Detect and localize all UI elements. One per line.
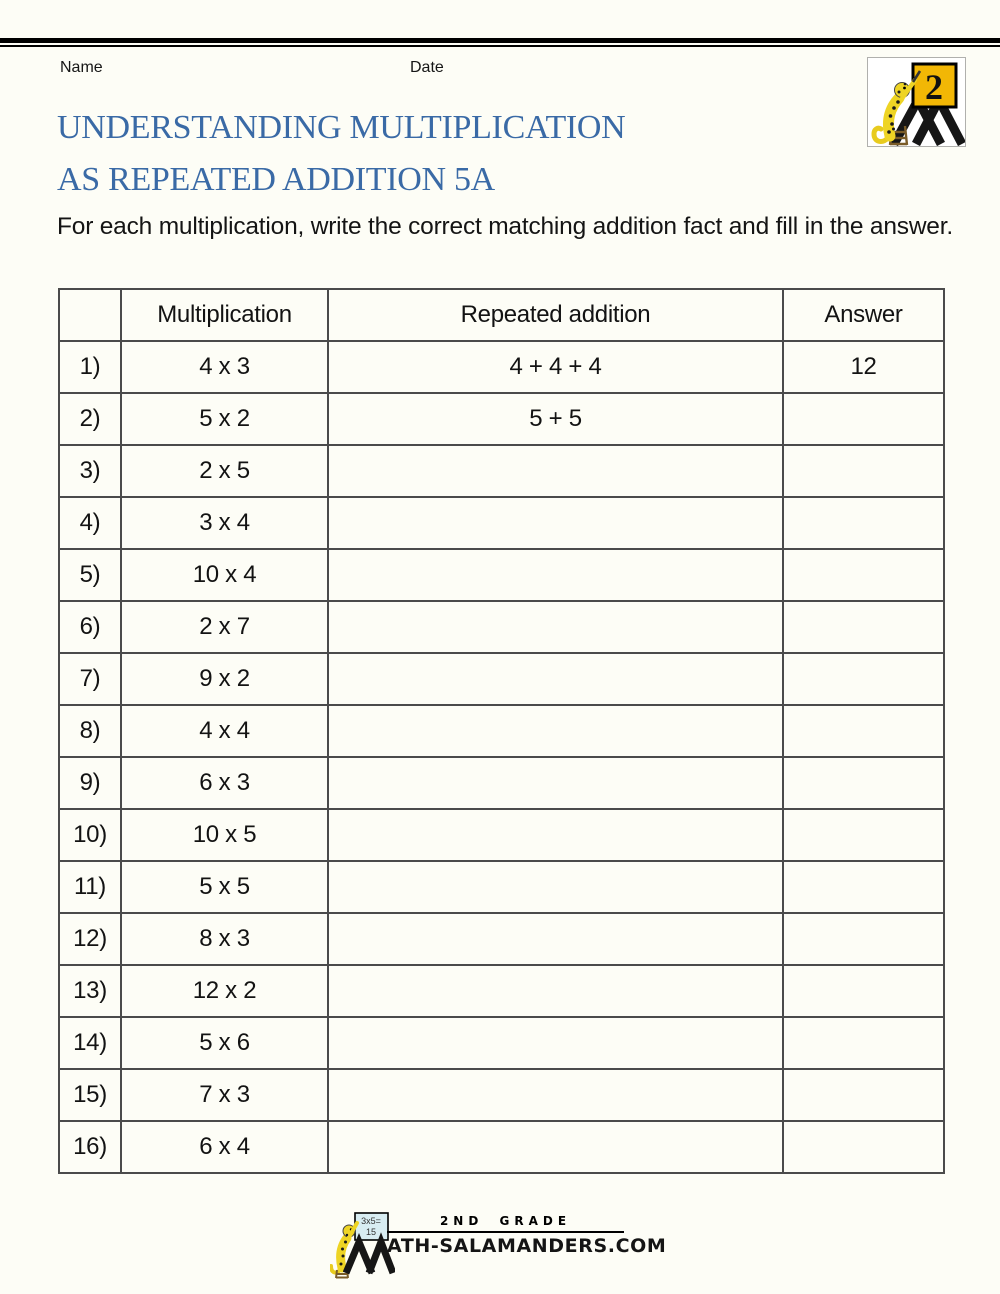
instructions-text: For each multiplication, write the correct matching addition fact and fill in the answer.: [57, 213, 953, 240]
row-number-cell: 8): [59, 705, 121, 757]
table-row: [59, 1069, 944, 1121]
repeated-addition-cell: [328, 497, 783, 549]
row-number-cell: 15): [59, 1069, 121, 1121]
repeated-addition-cell: [328, 757, 783, 809]
multiplication-cell: 2 x 7: [121, 601, 328, 653]
repeated-addition-cell: [328, 601, 783, 653]
answer-cell: [783, 445, 944, 497]
table-header-row: [59, 289, 944, 341]
repeated-addition-cell: [328, 1121, 783, 1173]
row-number-cell: 7): [59, 653, 121, 705]
page-title-line1: UNDERSTANDING MULTIPLICATION: [57, 109, 626, 146]
answer-cell: [783, 601, 944, 653]
row-number-cell: 11): [59, 861, 121, 913]
answer-cell: [783, 1017, 944, 1069]
footer-board-line2: 15: [365, 1227, 377, 1237]
multiplication-cell: 5 x 2: [121, 393, 328, 445]
multiplication-cell: 10 x 4: [121, 549, 328, 601]
row-number-cell: 12): [59, 913, 121, 965]
multiplication-cell: 4 x 3: [121, 341, 328, 393]
answer-cell: [783, 1069, 944, 1121]
repeated-addition-cell: [328, 549, 783, 601]
answer-cell: [783, 1121, 944, 1173]
header-answer-cell: Answer: [783, 289, 944, 341]
worksheet-table-body: [59, 341, 944, 1173]
footer-logo: [330, 1208, 667, 1288]
table-row: [59, 757, 944, 809]
answer-cell: [783, 809, 944, 861]
multiplication-cell: 8 x 3: [121, 913, 328, 965]
date-field-label: Date: [410, 59, 444, 76]
row-number-cell: 16): [59, 1121, 121, 1173]
page-title: [57, 102, 625, 206]
answer-cell: [783, 705, 944, 757]
table-row: [59, 601, 944, 653]
repeated-addition-cell: 5 + 5: [328, 393, 783, 445]
repeated-addition-cell: 4 + 4 + 4: [328, 341, 783, 393]
row-number-cell: 1): [59, 341, 121, 393]
footer-site-name: ATH-SALAMANDERS.COM: [387, 1235, 667, 1257]
grade-number: 2: [925, 67, 943, 107]
table-row: [59, 341, 944, 393]
row-number-cell: 13): [59, 965, 121, 1017]
header-multiplication-cell: Multiplication: [121, 289, 328, 341]
answer-cell: [783, 393, 944, 445]
answer-cell: [783, 497, 944, 549]
repeated-addition-cell: [328, 445, 783, 497]
table-row: [59, 497, 944, 549]
multiplication-cell: 12 x 2: [121, 965, 328, 1017]
repeated-addition-cell: [328, 1017, 783, 1069]
footer-grade-text: 2ND GRADE: [387, 1214, 624, 1233]
table-row: [59, 809, 944, 861]
worksheet-table: [58, 288, 945, 1174]
multiplication-cell: 2 x 5: [121, 445, 328, 497]
multiplication-cell: 6 x 3: [121, 757, 328, 809]
answer-cell: [783, 861, 944, 913]
multiplication-cell: 5 x 6: [121, 1017, 328, 1069]
table-row: [59, 705, 944, 757]
top-divider: [0, 38, 1000, 47]
salamander-grade-logo-icon: [868, 58, 965, 146]
row-number-cell: 5): [59, 549, 121, 601]
answer-cell: [783, 757, 944, 809]
footer-board-line1: 3x5=: [361, 1216, 381, 1226]
table-row: [59, 549, 944, 601]
table-row: [59, 445, 944, 497]
repeated-addition-cell: [328, 705, 783, 757]
multiplication-cell: 10 x 5: [121, 809, 328, 861]
repeated-addition-cell: [328, 1069, 783, 1121]
repeated-addition-cell: [328, 809, 783, 861]
row-number-cell: 4): [59, 497, 121, 549]
table-row: [59, 913, 944, 965]
row-number-cell: 14): [59, 1017, 121, 1069]
header-number-cell: [59, 289, 121, 341]
multiplication-cell: 4 x 4: [121, 705, 328, 757]
footer-text: [387, 1214, 667, 1257]
header-repeated-addition-cell: Repeated addition: [328, 289, 783, 341]
multiplication-cell: 9 x 2: [121, 653, 328, 705]
row-number-cell: 2): [59, 393, 121, 445]
table-row: [59, 653, 944, 705]
name-field-label: Name: [60, 59, 103, 76]
page-title-line2: AS REPEATED ADDITION 5A: [57, 161, 495, 198]
answer-cell: [783, 549, 944, 601]
answer-cell: [783, 913, 944, 965]
multiplication-cell: 3 x 4: [121, 497, 328, 549]
answer-cell: [783, 965, 944, 1017]
table-row: [59, 393, 944, 445]
row-number-cell: 9): [59, 757, 121, 809]
repeated-addition-cell: [328, 965, 783, 1017]
answer-cell: 12: [783, 341, 944, 393]
table-row: [59, 861, 944, 913]
table-row: [59, 965, 944, 1017]
multiplication-cell: 6 x 4: [121, 1121, 328, 1173]
row-number-cell: 6): [59, 601, 121, 653]
repeated-addition-cell: [328, 653, 783, 705]
row-number-cell: 3): [59, 445, 121, 497]
row-number-cell: 10): [59, 809, 121, 861]
repeated-addition-cell: [328, 913, 783, 965]
repeated-addition-cell: [328, 861, 783, 913]
multiplication-cell: 7 x 3: [121, 1069, 328, 1121]
table-row: [59, 1017, 944, 1069]
multiplication-cell: 5 x 5: [121, 861, 328, 913]
answer-cell: [783, 653, 944, 705]
grade-logo: [867, 57, 966, 147]
table-row: [59, 1121, 944, 1173]
